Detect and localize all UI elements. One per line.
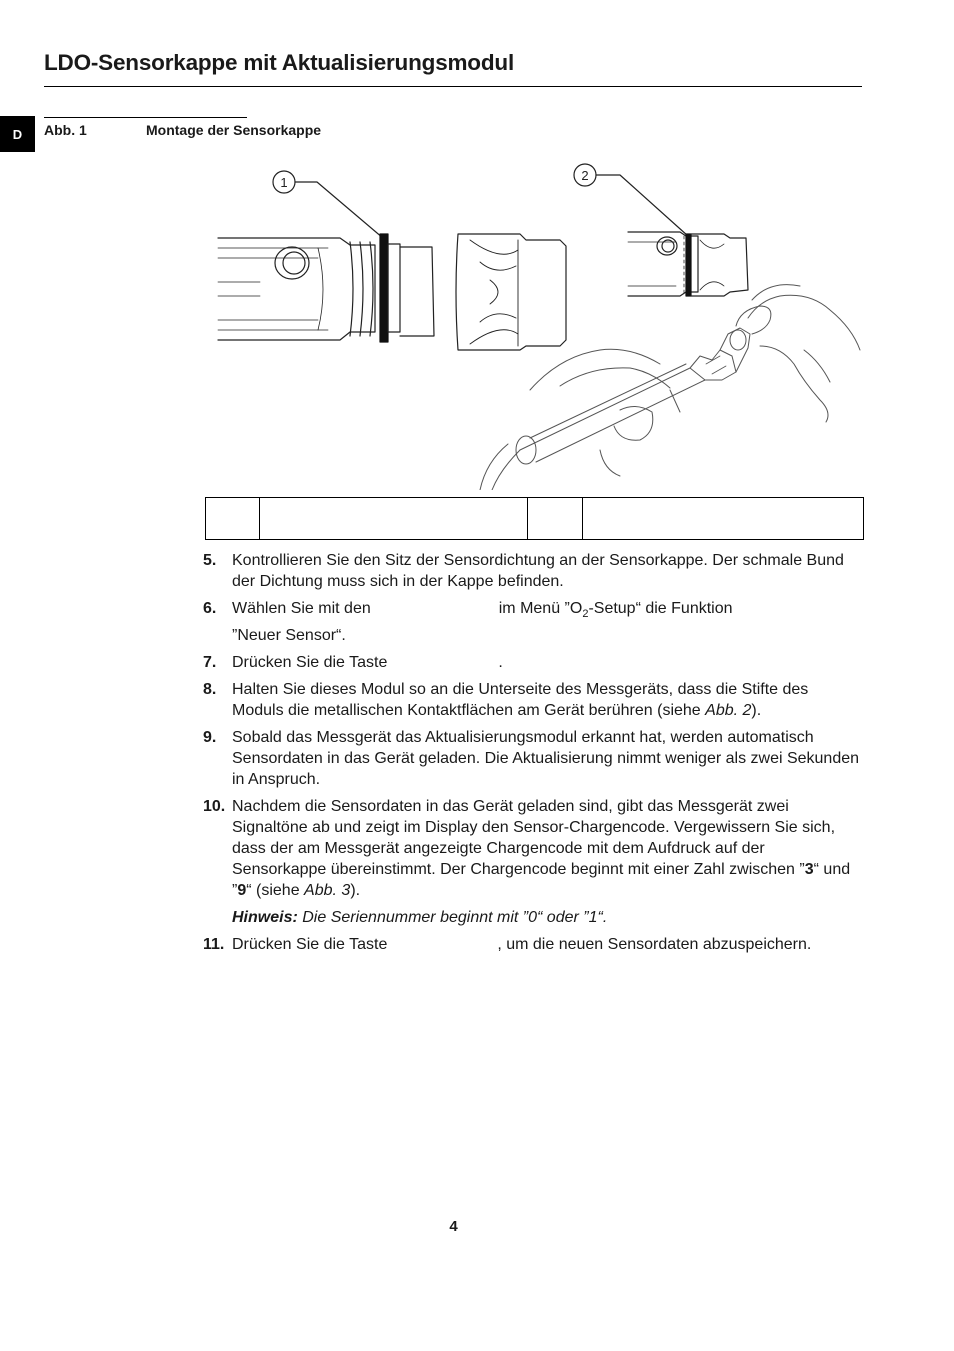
step-text: “ und ” xyxy=(232,861,851,900)
language-tab: D xyxy=(0,116,35,152)
step-subscript: 2 xyxy=(582,608,589,621)
step-text: Kontrollieren Sie den Sitz der Sensordichtung an der Sensorkappe. Der schmale Bund der Dichtung muss sich in der Kappe befinden. xyxy=(232,552,844,590)
legend-cell-description-1 xyxy=(260,498,528,540)
figure-reference: Abb. 2 xyxy=(705,702,752,720)
note-label: Hinweis: xyxy=(232,909,298,927)
step-11 xyxy=(203,934,863,955)
step-number: 6. xyxy=(203,600,217,617)
page-number: 4 xyxy=(449,1218,458,1235)
page-title: LDO-Sensorkappe mit Aktualisierungsmodul xyxy=(44,50,514,75)
step-text: ). xyxy=(350,882,361,900)
svg-text:2: 2 xyxy=(581,168,589,183)
sensor-body xyxy=(218,234,434,342)
step-text: “ (siehe xyxy=(246,882,300,900)
step-text: Wählen Sie mit den xyxy=(232,600,371,617)
number-bold: 3 xyxy=(804,861,814,879)
step-text: . xyxy=(498,654,503,672)
callout-1 xyxy=(273,171,383,238)
note-text: Die Seriennummer beginnt mit ”0“ oder ”1“. xyxy=(302,909,608,927)
step-text: Halten Sie dieses Modul so an die Unterseite des Messgeräts, dass die Stifte des Moduls die metallischen Kontaktflächen am Gerät berühren (siehe xyxy=(232,681,809,720)
hands-with-meter xyxy=(480,285,860,490)
figure-caption: Montage der Sensorkappe xyxy=(146,122,322,138)
step-text: Nachdem die Sensordaten in das Gerät geladen sind, gibt das Messgerät zwei Signaltöne ab und zeigt im Display den Sensor-Chargencode. Vergewissern Sie sich, dass der am Messgerät angezeigte Chargencode mit dem Aufdruck auf der Sensorkappe übereinstimmt. Der Chargencode beginnt mit einer Zahl zwischen ” xyxy=(232,798,836,879)
figure-number: Abb. 1 xyxy=(44,122,87,138)
svg-text:1: 1 xyxy=(280,175,288,190)
title-divider xyxy=(44,86,862,87)
sensor-cap xyxy=(456,234,566,350)
step-number: 10. xyxy=(203,798,226,816)
step-number: 5. xyxy=(203,552,217,569)
sensor-cap-illustration xyxy=(200,150,880,490)
figure-legend-table xyxy=(205,497,864,540)
legend-cell-number-1 xyxy=(206,498,260,540)
step-text: Drücken Sie die Taste xyxy=(232,936,388,954)
step-number: 11. xyxy=(203,936,225,954)
figure-divider xyxy=(44,117,247,118)
note xyxy=(203,907,863,928)
step-text: ). xyxy=(751,702,762,720)
number-bold: 9 xyxy=(237,882,247,900)
legend-cell-number-2 xyxy=(528,498,583,540)
step-7 xyxy=(203,652,863,673)
instruction-steps xyxy=(203,550,863,961)
step-number: 9. xyxy=(203,729,217,747)
step-text: , um die neuen Sensordaten abzuspeichern. xyxy=(497,936,812,954)
step-number: 7. xyxy=(203,654,217,672)
step-text: Drücken Sie die Taste xyxy=(232,654,388,672)
step-number: 8. xyxy=(203,681,217,699)
callout-2 xyxy=(574,164,688,236)
step-text: Sobald das Messgerät das Aktualisierungsmodul erkannt hat, werden automatisch Sensordaten in das Gerät geladen. Die Aktualisierung nimmt weniger als zwei Sekunden in Anspruch. xyxy=(232,729,860,789)
step-5 xyxy=(203,550,863,592)
assembled-sensor xyxy=(628,232,748,296)
step-text: -Setup“ die Funktion xyxy=(588,600,733,617)
step-8 xyxy=(203,679,863,721)
step-6 xyxy=(203,598,863,646)
step-text: im Menü ”O xyxy=(498,600,583,617)
figure-reference: Abb. 3 xyxy=(304,882,351,900)
step-9 xyxy=(203,727,863,790)
legend-cell-description-2 xyxy=(583,498,864,540)
step-10 xyxy=(203,796,863,901)
step-text: ”Neuer Sensor“. xyxy=(232,627,346,645)
